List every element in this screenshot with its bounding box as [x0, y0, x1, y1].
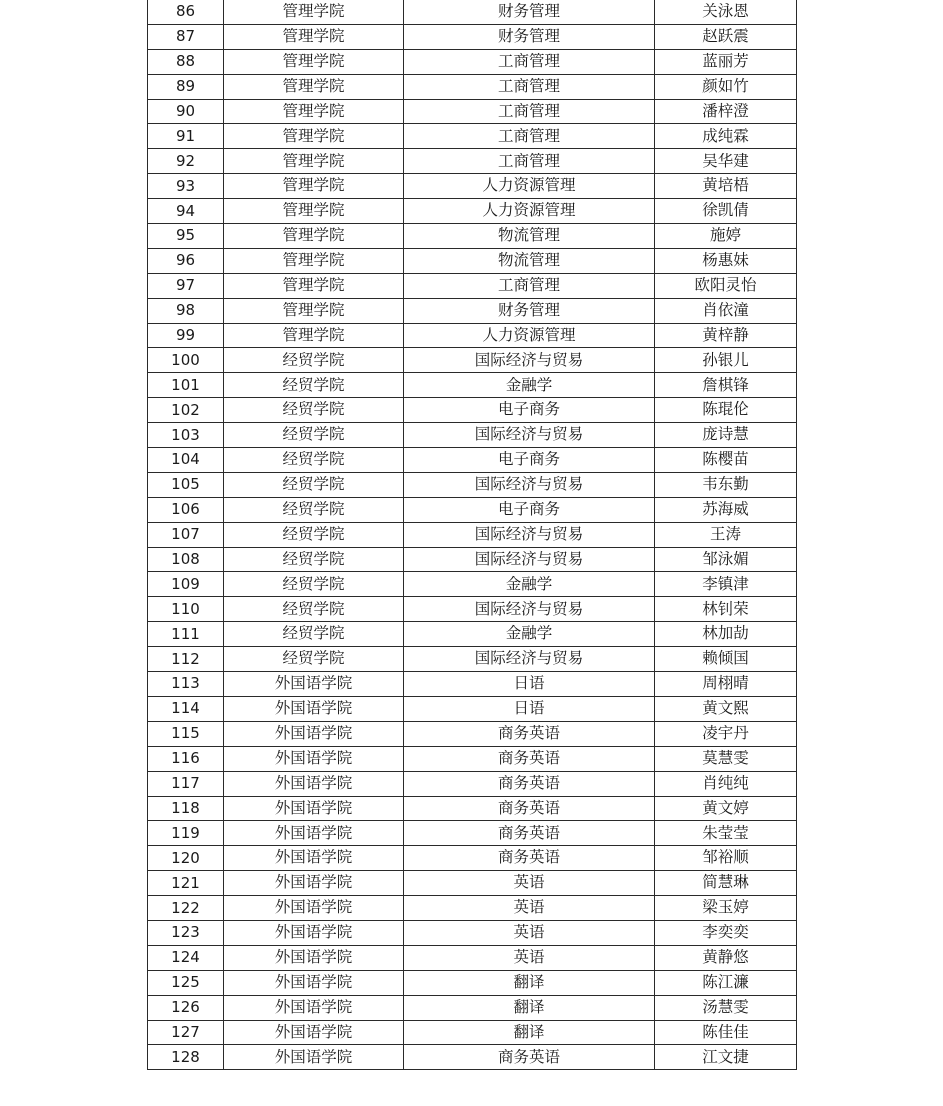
row-number-cell: 106: [148, 497, 224, 522]
college-cell: 外国语学院: [224, 995, 404, 1020]
college-cell: 管理学院: [224, 273, 404, 298]
college-cell: 管理学院: [224, 174, 404, 199]
table-row: [148, 348, 797, 373]
major-cell: 人力资源管理: [404, 174, 655, 199]
college-cell: 经贸学院: [224, 398, 404, 423]
college-cell: 外国语学院: [224, 920, 404, 945]
major-cell: 翻译: [404, 970, 655, 995]
row-number-cell: 105: [148, 472, 224, 497]
college-cell: 经贸学院: [224, 572, 404, 597]
student-name-cell: 杨惠妹: [655, 248, 797, 273]
row-number-cell: 95: [148, 224, 224, 249]
college-cell: 经贸学院: [224, 348, 404, 373]
major-cell: 金融学: [404, 373, 655, 398]
college-cell: 外国语学院: [224, 771, 404, 796]
major-cell: 英语: [404, 896, 655, 921]
student-name-cell: 王涛: [655, 522, 797, 547]
student-name-cell: 苏海威: [655, 497, 797, 522]
row-number-cell: 90: [148, 99, 224, 124]
student-name-cell: 赵跃震: [655, 24, 797, 49]
roster-sheet: [147, 0, 796, 1070]
student-name-cell: 莫慧雯: [655, 746, 797, 771]
college-cell: 外国语学院: [224, 672, 404, 697]
student-name-cell: 欧阳灵怡: [655, 273, 797, 298]
student-name-cell: 梁玉婷: [655, 896, 797, 921]
student-name-cell: 赖倾国: [655, 647, 797, 672]
major-cell: 人力资源管理: [404, 199, 655, 224]
major-cell: 工商管理: [404, 99, 655, 124]
major-cell: 国际经济与贸易: [404, 472, 655, 497]
major-cell: 人力资源管理: [404, 323, 655, 348]
table-row: [148, 472, 797, 497]
college-cell: 外国语学院: [224, 821, 404, 846]
student-name-cell: 徐凯倩: [655, 199, 797, 224]
row-number-cell: 114: [148, 696, 224, 721]
college-cell: 管理学院: [224, 99, 404, 124]
major-cell: 财务管理: [404, 0, 655, 24]
row-number-cell: 115: [148, 721, 224, 746]
student-list-table: [147, 0, 797, 1070]
major-cell: 财务管理: [404, 298, 655, 323]
college-cell: 经贸学院: [224, 597, 404, 622]
table-row: [148, 871, 797, 896]
row-number-cell: 96: [148, 248, 224, 273]
major-cell: 工商管理: [404, 74, 655, 99]
student-name-cell: 邹泳媚: [655, 547, 797, 572]
student-name-cell: 邹裕顺: [655, 846, 797, 871]
major-cell: 英语: [404, 920, 655, 945]
row-number-cell: 103: [148, 423, 224, 448]
table-row: [148, 547, 797, 572]
row-number-cell: 101: [148, 373, 224, 398]
college-cell: 外国语学院: [224, 796, 404, 821]
table-row: [148, 373, 797, 398]
table-row: [148, 49, 797, 74]
student-name-cell: 庞诗慧: [655, 423, 797, 448]
student-name-cell: 陈佳佳: [655, 1020, 797, 1045]
student-name-cell: 黄文熙: [655, 696, 797, 721]
table-row: [148, 1020, 797, 1045]
table-row: [148, 174, 797, 199]
college-cell: 外国语学院: [224, 846, 404, 871]
college-cell: 管理学院: [224, 0, 404, 24]
major-cell: 国际经济与贸易: [404, 647, 655, 672]
student-name-cell: 凌宇丹: [655, 721, 797, 746]
table-row: [148, 273, 797, 298]
student-name-cell: 朱莹莹: [655, 821, 797, 846]
row-number-cell: 104: [148, 448, 224, 473]
row-number-cell: 113: [148, 672, 224, 697]
student-name-cell: 黄文婷: [655, 796, 797, 821]
row-number-cell: 91: [148, 124, 224, 149]
table-row: [148, 74, 797, 99]
college-cell: 经贸学院: [224, 522, 404, 547]
student-name-cell: 李奕奕: [655, 920, 797, 945]
college-cell: 管理学院: [224, 24, 404, 49]
college-cell: 管理学院: [224, 323, 404, 348]
student-name-cell: 汤慧雯: [655, 995, 797, 1020]
college-cell: 经贸学院: [224, 373, 404, 398]
student-name-cell: 李镇津: [655, 572, 797, 597]
college-cell: 管理学院: [224, 149, 404, 174]
table-row: [148, 771, 797, 796]
student-name-cell: 江文捷: [655, 1045, 797, 1070]
table-row: [148, 696, 797, 721]
table-row: [148, 622, 797, 647]
major-cell: 电子商务: [404, 497, 655, 522]
row-number-cell: 126: [148, 995, 224, 1020]
student-name-cell: 陈琨伦: [655, 398, 797, 423]
college-cell: 外国语学院: [224, 746, 404, 771]
major-cell: 物流管理: [404, 224, 655, 249]
table-row: [148, 746, 797, 771]
college-cell: 外国语学院: [224, 1045, 404, 1070]
table-row: [148, 995, 797, 1020]
row-number-cell: 118: [148, 796, 224, 821]
row-number-cell: 93: [148, 174, 224, 199]
table-row: [148, 846, 797, 871]
major-cell: 国际经济与贸易: [404, 547, 655, 572]
table-row: [148, 423, 797, 448]
table-row: [148, 124, 797, 149]
row-number-cell: 124: [148, 945, 224, 970]
row-number-cell: 128: [148, 1045, 224, 1070]
major-cell: 日语: [404, 696, 655, 721]
table-row: [148, 99, 797, 124]
student-name-cell: 肖纯纯: [655, 771, 797, 796]
student-name-cell: 黄梓静: [655, 323, 797, 348]
table-row: [148, 149, 797, 174]
college-cell: 经贸学院: [224, 448, 404, 473]
table-row: [148, 1045, 797, 1070]
table-row: [148, 323, 797, 348]
table-row: [148, 721, 797, 746]
student-name-cell: 黄培梧: [655, 174, 797, 199]
row-number-cell: 112: [148, 647, 224, 672]
student-name-cell: 蓝丽芳: [655, 49, 797, 74]
student-name-cell: 颜如竹: [655, 74, 797, 99]
major-cell: 工商管理: [404, 273, 655, 298]
student-name-cell: 简慧琳: [655, 871, 797, 896]
student-name-cell: 孙银儿: [655, 348, 797, 373]
row-number-cell: 98: [148, 298, 224, 323]
major-cell: 日语: [404, 672, 655, 697]
table-row: [148, 896, 797, 921]
major-cell: 电子商务: [404, 448, 655, 473]
student-name-cell: 关泳恩: [655, 0, 797, 24]
row-number-cell: 117: [148, 771, 224, 796]
table-body: [148, 0, 797, 1070]
row-number-cell: 94: [148, 199, 224, 224]
table-row: [148, 597, 797, 622]
college-cell: 管理学院: [224, 124, 404, 149]
row-number-cell: 102: [148, 398, 224, 423]
major-cell: 工商管理: [404, 124, 655, 149]
table-row: [148, 398, 797, 423]
student-name-cell: 肖依潼: [655, 298, 797, 323]
college-cell: 外国语学院: [224, 945, 404, 970]
row-number-cell: 92: [148, 149, 224, 174]
major-cell: 商务英语: [404, 771, 655, 796]
student-name-cell: 陈樱苗: [655, 448, 797, 473]
major-cell: 国际经济与贸易: [404, 348, 655, 373]
row-number-cell: 89: [148, 74, 224, 99]
major-cell: 商务英语: [404, 821, 655, 846]
table-row: [148, 672, 797, 697]
table-row: [148, 522, 797, 547]
college-cell: 管理学院: [224, 224, 404, 249]
row-number-cell: 88: [148, 49, 224, 74]
table-row: [148, 796, 797, 821]
row-number-cell: 108: [148, 547, 224, 572]
major-cell: 国际经济与贸易: [404, 423, 655, 448]
student-name-cell: 成纯霖: [655, 124, 797, 149]
college-cell: 外国语学院: [224, 696, 404, 721]
student-name-cell: 林钊荣: [655, 597, 797, 622]
student-name-cell: 吴华建: [655, 149, 797, 174]
table-row: [148, 248, 797, 273]
table-row: [148, 821, 797, 846]
row-number-cell: 121: [148, 871, 224, 896]
row-number-cell: 97: [148, 273, 224, 298]
major-cell: 英语: [404, 945, 655, 970]
table-row: [148, 945, 797, 970]
major-cell: 商务英语: [404, 846, 655, 871]
table-row: [148, 0, 797, 24]
college-cell: 经贸学院: [224, 547, 404, 572]
row-number-cell: 100: [148, 348, 224, 373]
row-number-cell: 122: [148, 896, 224, 921]
student-name-cell: 林加劼: [655, 622, 797, 647]
major-cell: 商务英语: [404, 796, 655, 821]
row-number-cell: 99: [148, 323, 224, 348]
student-name-cell: 潘梓澄: [655, 99, 797, 124]
row-number-cell: 109: [148, 572, 224, 597]
row-number-cell: 111: [148, 622, 224, 647]
student-name-cell: 詹棋锋: [655, 373, 797, 398]
major-cell: 电子商务: [404, 398, 655, 423]
student-name-cell: 施婷: [655, 224, 797, 249]
row-number-cell: 123: [148, 920, 224, 945]
table-row: [148, 647, 797, 672]
college-cell: 管理学院: [224, 298, 404, 323]
college-cell: 管理学院: [224, 199, 404, 224]
major-cell: 商务英语: [404, 746, 655, 771]
major-cell: 英语: [404, 871, 655, 896]
row-number-cell: 120: [148, 846, 224, 871]
college-cell: 经贸学院: [224, 423, 404, 448]
table-row: [148, 920, 797, 945]
table-row: [148, 497, 797, 522]
college-cell: 外国语学院: [224, 721, 404, 746]
major-cell: 财务管理: [404, 24, 655, 49]
major-cell: 商务英语: [404, 1045, 655, 1070]
college-cell: 管理学院: [224, 248, 404, 273]
major-cell: 商务英语: [404, 721, 655, 746]
major-cell: 国际经济与贸易: [404, 522, 655, 547]
major-cell: 工商管理: [404, 149, 655, 174]
row-number-cell: 87: [148, 24, 224, 49]
college-cell: 经贸学院: [224, 622, 404, 647]
table-row: [148, 24, 797, 49]
row-number-cell: 110: [148, 597, 224, 622]
row-number-cell: 127: [148, 1020, 224, 1045]
table-row: [148, 572, 797, 597]
student-name-cell: 周栩晴: [655, 672, 797, 697]
table-row: [148, 970, 797, 995]
student-name-cell: 黄静悠: [655, 945, 797, 970]
row-number-cell: 107: [148, 522, 224, 547]
college-cell: 外国语学院: [224, 970, 404, 995]
college-cell: 外国语学院: [224, 871, 404, 896]
table-row: [148, 199, 797, 224]
major-cell: 金融学: [404, 572, 655, 597]
row-number-cell: 116: [148, 746, 224, 771]
major-cell: 翻译: [404, 995, 655, 1020]
college-cell: 管理学院: [224, 49, 404, 74]
major-cell: 金融学: [404, 622, 655, 647]
table-row: [148, 448, 797, 473]
college-cell: 经贸学院: [224, 647, 404, 672]
college-cell: 外国语学院: [224, 1020, 404, 1045]
student-name-cell: 陈江濂: [655, 970, 797, 995]
row-number-cell: 119: [148, 821, 224, 846]
major-cell: 工商管理: [404, 49, 655, 74]
college-cell: 管理学院: [224, 74, 404, 99]
row-number-cell: 125: [148, 970, 224, 995]
row-number-cell: 86: [148, 0, 224, 24]
major-cell: 物流管理: [404, 248, 655, 273]
major-cell: 翻译: [404, 1020, 655, 1045]
student-name-cell: 韦东勤: [655, 472, 797, 497]
table-row: [148, 224, 797, 249]
college-cell: 外国语学院: [224, 896, 404, 921]
college-cell: 经贸学院: [224, 497, 404, 522]
table-row: [148, 298, 797, 323]
major-cell: 国际经济与贸易: [404, 597, 655, 622]
college-cell: 经贸学院: [224, 472, 404, 497]
